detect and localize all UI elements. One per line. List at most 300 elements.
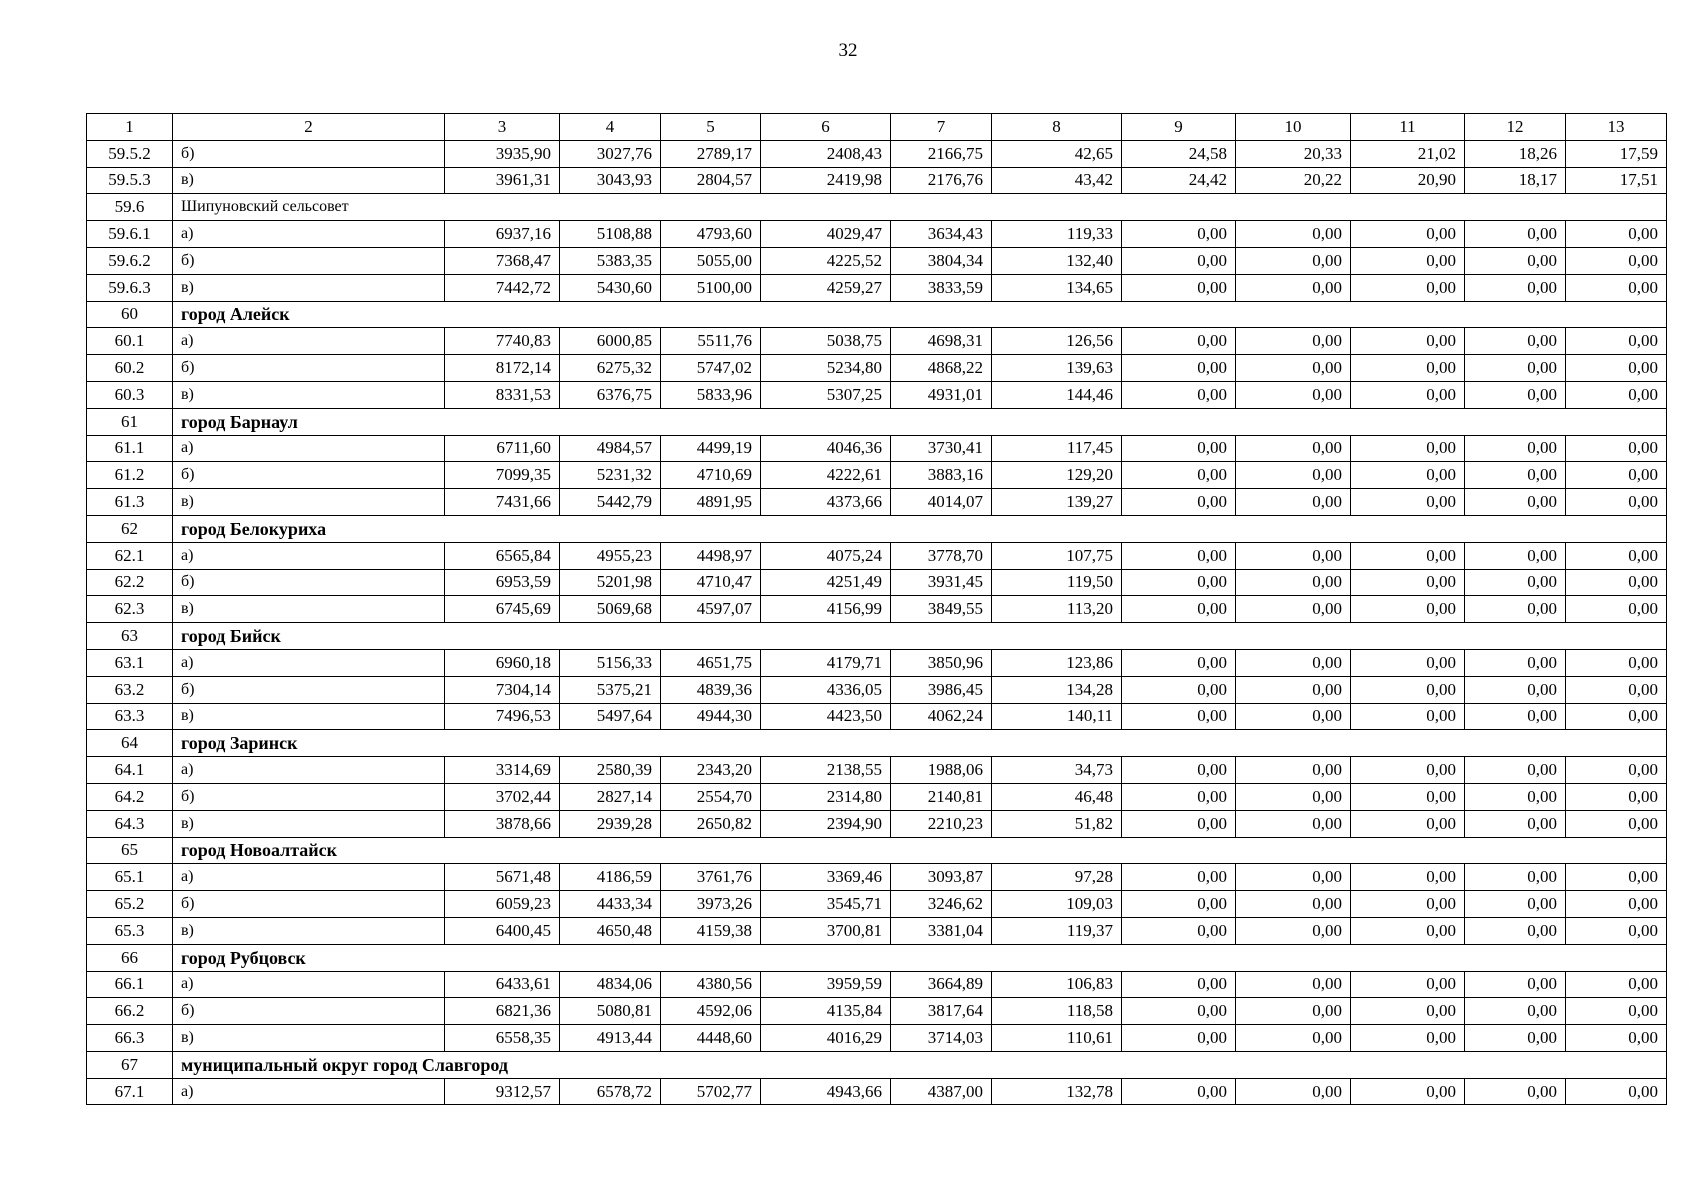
cell-col-11: 20,90 xyxy=(1351,167,1465,194)
table-row xyxy=(87,355,1667,382)
row-label: а) xyxy=(173,542,445,569)
cell-col-12: 0,00 xyxy=(1465,917,1566,944)
row-code: 62.2 xyxy=(87,569,173,596)
cell-col-4: 4984,57 xyxy=(560,435,661,462)
cell-col-5: 5702,77 xyxy=(661,1078,761,1105)
cell-col-4: 4834,06 xyxy=(560,971,661,998)
cell-col-9: 0,00 xyxy=(1122,971,1236,998)
table-row xyxy=(87,703,1667,730)
cell-col-11: 0,00 xyxy=(1351,542,1465,569)
row-label: б) xyxy=(173,462,445,489)
cell-col-4: 5156,33 xyxy=(560,649,661,676)
cell-col-9: 0,00 xyxy=(1122,489,1236,516)
cell-col-9: 0,00 xyxy=(1122,676,1236,703)
row-label: в) xyxy=(173,381,445,408)
cell-col-8: 118,58 xyxy=(992,998,1122,1025)
cell-col-4: 6376,75 xyxy=(560,381,661,408)
cell-col-7: 3246,62 xyxy=(891,891,992,918)
cell-col-7: 3093,87 xyxy=(891,864,992,891)
row-code: 64.3 xyxy=(87,810,173,837)
cell-col-4: 4955,23 xyxy=(560,542,661,569)
group-name: город Барнаул xyxy=(173,408,1667,435)
cell-col-12: 0,00 xyxy=(1465,462,1566,489)
cell-col-10: 0,00 xyxy=(1236,676,1351,703)
cell-col-3: 7496,53 xyxy=(445,703,560,730)
cell-col-5: 2650,82 xyxy=(661,810,761,837)
group-row xyxy=(87,194,1667,221)
cell-col-7: 3381,04 xyxy=(891,917,992,944)
cell-col-3: 6953,59 xyxy=(445,569,560,596)
column-header-13: 13 xyxy=(1566,114,1667,141)
column-header-9: 9 xyxy=(1122,114,1236,141)
cell-col-3: 6400,45 xyxy=(445,917,560,944)
cell-col-11: 0,00 xyxy=(1351,649,1465,676)
cell-col-5: 4498,97 xyxy=(661,542,761,569)
row-code: 61.1 xyxy=(87,435,173,462)
column-header-3: 3 xyxy=(445,114,560,141)
table-row xyxy=(87,864,1667,891)
group-row xyxy=(87,944,1667,971)
row-code: 66.3 xyxy=(87,1025,173,1052)
cell-col-7: 2166,75 xyxy=(891,140,992,167)
column-header-2: 2 xyxy=(173,114,445,141)
cell-col-8: 119,50 xyxy=(992,569,1122,596)
cell-col-13: 0,00 xyxy=(1566,462,1667,489)
row-code: 66 xyxy=(87,944,173,971)
cell-col-5: 3761,76 xyxy=(661,864,761,891)
group-row xyxy=(87,837,1667,864)
table-row xyxy=(87,1078,1667,1105)
cell-col-9: 0,00 xyxy=(1122,917,1236,944)
cell-col-13: 0,00 xyxy=(1566,221,1667,248)
row-code: 63.2 xyxy=(87,676,173,703)
cell-col-13: 0,00 xyxy=(1566,998,1667,1025)
row-code: 60.3 xyxy=(87,381,173,408)
cell-col-3: 8331,53 xyxy=(445,381,560,408)
cell-col-5: 2804,57 xyxy=(661,167,761,194)
data-table xyxy=(86,113,1667,1105)
cell-col-13: 0,00 xyxy=(1566,971,1667,998)
header-row xyxy=(87,114,1667,141)
cell-col-3: 7368,47 xyxy=(445,247,560,274)
cell-col-12: 0,00 xyxy=(1465,703,1566,730)
cell-col-9: 0,00 xyxy=(1122,542,1236,569)
cell-col-9: 0,00 xyxy=(1122,998,1236,1025)
cell-col-6: 5307,25 xyxy=(761,381,891,408)
row-code: 62 xyxy=(87,515,173,542)
cell-col-7: 4014,07 xyxy=(891,489,992,516)
cell-col-8: 119,37 xyxy=(992,917,1122,944)
cell-col-8: 139,63 xyxy=(992,355,1122,382)
cell-col-6: 3545,71 xyxy=(761,891,891,918)
cell-col-13: 0,00 xyxy=(1566,757,1667,784)
cell-col-13: 0,00 xyxy=(1566,783,1667,810)
cell-col-11: 0,00 xyxy=(1351,676,1465,703)
row-label: б) xyxy=(173,998,445,1025)
table-row xyxy=(87,274,1667,301)
cell-col-6: 3700,81 xyxy=(761,917,891,944)
cell-col-4: 5201,98 xyxy=(560,569,661,596)
cell-col-5: 4710,47 xyxy=(661,569,761,596)
cell-col-7: 4387,00 xyxy=(891,1078,992,1105)
cell-col-10: 0,00 xyxy=(1236,355,1351,382)
cell-col-8: 42,65 xyxy=(992,140,1122,167)
row-label: в) xyxy=(173,596,445,623)
cell-col-9: 0,00 xyxy=(1122,1025,1236,1052)
cell-col-10: 0,00 xyxy=(1236,247,1351,274)
cell-col-12: 18,26 xyxy=(1465,140,1566,167)
cell-col-6: 2314,80 xyxy=(761,783,891,810)
cell-col-11: 0,00 xyxy=(1351,462,1465,489)
cell-col-3: 6059,23 xyxy=(445,891,560,918)
column-header-12: 12 xyxy=(1465,114,1566,141)
cell-col-5: 2343,20 xyxy=(661,757,761,784)
cell-col-9: 0,00 xyxy=(1122,649,1236,676)
row-label: в) xyxy=(173,274,445,301)
cell-col-13: 17,51 xyxy=(1566,167,1667,194)
cell-col-11: 0,00 xyxy=(1351,971,1465,998)
cell-col-13: 0,00 xyxy=(1566,703,1667,730)
cell-col-10: 0,00 xyxy=(1236,435,1351,462)
cell-col-4: 4433,34 xyxy=(560,891,661,918)
cell-col-6: 5234,80 xyxy=(761,355,891,382)
cell-col-5: 2554,70 xyxy=(661,783,761,810)
cell-col-12: 0,00 xyxy=(1465,247,1566,274)
cell-col-9: 0,00 xyxy=(1122,435,1236,462)
cell-col-11: 0,00 xyxy=(1351,221,1465,248)
cell-col-3: 3935,90 xyxy=(445,140,560,167)
cell-col-5: 4597,07 xyxy=(661,596,761,623)
cell-col-8: 109,03 xyxy=(992,891,1122,918)
row-label: б) xyxy=(173,676,445,703)
cell-col-6: 3959,59 xyxy=(761,971,891,998)
group-row xyxy=(87,623,1667,650)
row-code: 62.1 xyxy=(87,542,173,569)
cell-col-6: 2419,98 xyxy=(761,167,891,194)
table-row xyxy=(87,998,1667,1025)
cell-col-10: 20,22 xyxy=(1236,167,1351,194)
cell-col-3: 5671,48 xyxy=(445,864,560,891)
group-name: город Алейск xyxy=(173,301,1667,328)
cell-col-11: 0,00 xyxy=(1351,783,1465,810)
cell-col-13: 0,00 xyxy=(1566,274,1667,301)
cell-col-13: 0,00 xyxy=(1566,1025,1667,1052)
cell-col-8: 106,83 xyxy=(992,971,1122,998)
cell-col-10: 0,00 xyxy=(1236,649,1351,676)
cell-col-7: 3730,41 xyxy=(891,435,992,462)
column-header-5: 5 xyxy=(661,114,761,141)
cell-col-8: 134,65 xyxy=(992,274,1122,301)
row-code: 65.1 xyxy=(87,864,173,891)
table-row xyxy=(87,596,1667,623)
row-code: 59.5.2 xyxy=(87,140,173,167)
cell-col-8: 51,82 xyxy=(992,810,1122,837)
cell-col-7: 3986,45 xyxy=(891,676,992,703)
cell-col-7: 3664,89 xyxy=(891,971,992,998)
cell-col-5: 4710,69 xyxy=(661,462,761,489)
row-code: 59.5.3 xyxy=(87,167,173,194)
cell-col-11: 0,00 xyxy=(1351,328,1465,355)
cell-col-11: 0,00 xyxy=(1351,435,1465,462)
table-row xyxy=(87,649,1667,676)
cell-col-7: 4062,24 xyxy=(891,703,992,730)
cell-col-10: 0,00 xyxy=(1236,221,1351,248)
cell-col-10: 20,33 xyxy=(1236,140,1351,167)
row-code: 59.6.1 xyxy=(87,221,173,248)
cell-col-6: 2394,90 xyxy=(761,810,891,837)
table-row xyxy=(87,810,1667,837)
cell-col-6: 3369,46 xyxy=(761,864,891,891)
cell-col-8: 140,11 xyxy=(992,703,1122,730)
group-row xyxy=(87,301,1667,328)
group-name: Шипуновский сельсовет xyxy=(173,194,1667,221)
page-number: 32 xyxy=(838,40,858,61)
cell-col-10: 0,00 xyxy=(1236,703,1351,730)
cell-col-3: 6821,36 xyxy=(445,998,560,1025)
cell-col-9: 0,00 xyxy=(1122,381,1236,408)
cell-col-12: 0,00 xyxy=(1465,489,1566,516)
cell-col-12: 0,00 xyxy=(1465,381,1566,408)
cell-col-6: 4259,27 xyxy=(761,274,891,301)
cell-col-5: 2789,17 xyxy=(661,140,761,167)
cell-col-10: 0,00 xyxy=(1236,542,1351,569)
cell-col-13: 0,00 xyxy=(1566,381,1667,408)
cell-col-11: 0,00 xyxy=(1351,891,1465,918)
cell-col-9: 24,58 xyxy=(1122,140,1236,167)
cell-col-6: 2408,43 xyxy=(761,140,891,167)
row-code: 61.2 xyxy=(87,462,173,489)
cell-col-8: 110,61 xyxy=(992,1025,1122,1052)
cell-col-12: 0,00 xyxy=(1465,864,1566,891)
cell-col-10: 0,00 xyxy=(1236,810,1351,837)
cell-col-9: 0,00 xyxy=(1122,703,1236,730)
group-name: муниципальный округ город Славгород xyxy=(173,1051,1667,1078)
cell-col-11: 0,00 xyxy=(1351,596,1465,623)
cell-col-11: 0,00 xyxy=(1351,381,1465,408)
cell-col-7: 3849,55 xyxy=(891,596,992,623)
table-row xyxy=(87,140,1667,167)
cell-col-9: 0,00 xyxy=(1122,1078,1236,1105)
cell-col-13: 0,00 xyxy=(1566,328,1667,355)
cell-col-3: 3702,44 xyxy=(445,783,560,810)
cell-col-4: 5430,60 xyxy=(560,274,661,301)
cell-col-10: 0,00 xyxy=(1236,274,1351,301)
row-code: 62.3 xyxy=(87,596,173,623)
cell-col-11: 0,00 xyxy=(1351,917,1465,944)
cell-col-12: 0,00 xyxy=(1465,998,1566,1025)
cell-col-7: 3778,70 xyxy=(891,542,992,569)
row-code: 63.1 xyxy=(87,649,173,676)
row-code: 61.3 xyxy=(87,489,173,516)
cell-col-9: 0,00 xyxy=(1122,247,1236,274)
cell-col-6: 4135,84 xyxy=(761,998,891,1025)
cell-col-7: 3804,34 xyxy=(891,247,992,274)
cell-col-8: 144,46 xyxy=(992,381,1122,408)
column-header-4: 4 xyxy=(560,114,661,141)
cell-col-4: 3027,76 xyxy=(560,140,661,167)
cell-col-10: 0,00 xyxy=(1236,998,1351,1025)
cell-col-11: 0,00 xyxy=(1351,569,1465,596)
column-header-8: 8 xyxy=(992,114,1122,141)
cell-col-5: 4944,30 xyxy=(661,703,761,730)
cell-col-6: 4373,66 xyxy=(761,489,891,516)
group-name: город Бийск xyxy=(173,623,1667,650)
cell-col-8: 117,45 xyxy=(992,435,1122,462)
cell-col-3: 7304,14 xyxy=(445,676,560,703)
cell-col-12: 0,00 xyxy=(1465,676,1566,703)
cell-col-5: 5055,00 xyxy=(661,247,761,274)
row-code: 63 xyxy=(87,623,173,650)
cell-col-4: 4186,59 xyxy=(560,864,661,891)
cell-col-12: 0,00 xyxy=(1465,542,1566,569)
cell-col-7: 3634,43 xyxy=(891,221,992,248)
cell-col-8: 126,56 xyxy=(992,328,1122,355)
cell-col-8: 43,42 xyxy=(992,167,1122,194)
cell-col-13: 0,00 xyxy=(1566,864,1667,891)
group-name: город Белокуриха xyxy=(173,515,1667,542)
cell-col-8: 113,20 xyxy=(992,596,1122,623)
cell-col-6: 4251,49 xyxy=(761,569,891,596)
cell-col-13: 0,00 xyxy=(1566,247,1667,274)
table-row xyxy=(87,435,1667,462)
cell-col-6: 4029,47 xyxy=(761,221,891,248)
table-row xyxy=(87,462,1667,489)
group-row xyxy=(87,515,1667,542)
cell-col-3: 6565,84 xyxy=(445,542,560,569)
cell-col-6: 5038,75 xyxy=(761,328,891,355)
table-row xyxy=(87,676,1667,703)
column-header-1: 1 xyxy=(87,114,173,141)
cell-col-6: 4222,61 xyxy=(761,462,891,489)
cell-col-8: 97,28 xyxy=(992,864,1122,891)
row-label: в) xyxy=(173,810,445,837)
cell-col-5: 5100,00 xyxy=(661,274,761,301)
row-code: 67.1 xyxy=(87,1078,173,1105)
cell-col-10: 0,00 xyxy=(1236,489,1351,516)
row-label: б) xyxy=(173,247,445,274)
cell-col-3: 7431,66 xyxy=(445,489,560,516)
row-code: 65 xyxy=(87,837,173,864)
row-label: а) xyxy=(173,971,445,998)
cell-col-8: 139,27 xyxy=(992,489,1122,516)
table-body xyxy=(87,140,1667,1105)
cell-col-9: 0,00 xyxy=(1122,328,1236,355)
cell-col-3: 3878,66 xyxy=(445,810,560,837)
cell-col-12: 0,00 xyxy=(1465,971,1566,998)
cell-col-7: 3883,16 xyxy=(891,462,992,489)
cell-col-8: 107,75 xyxy=(992,542,1122,569)
column-header-7: 7 xyxy=(891,114,992,141)
cell-col-13: 0,00 xyxy=(1566,489,1667,516)
cell-col-12: 0,00 xyxy=(1465,757,1566,784)
cell-col-12: 0,00 xyxy=(1465,783,1566,810)
row-label: в) xyxy=(173,703,445,730)
table-row xyxy=(87,167,1667,194)
table-row xyxy=(87,569,1667,596)
cell-col-10: 0,00 xyxy=(1236,569,1351,596)
cell-col-8: 134,28 xyxy=(992,676,1122,703)
row-code: 60.1 xyxy=(87,328,173,355)
cell-col-4: 5497,64 xyxy=(560,703,661,730)
cell-col-10: 0,00 xyxy=(1236,783,1351,810)
row-label: б) xyxy=(173,891,445,918)
row-code: 67 xyxy=(87,1051,173,1078)
cell-col-13: 0,00 xyxy=(1566,917,1667,944)
cell-col-8: 129,20 xyxy=(992,462,1122,489)
group-name: город Новоалтайск xyxy=(173,837,1667,864)
cell-col-9: 0,00 xyxy=(1122,596,1236,623)
cell-col-11: 0,00 xyxy=(1351,355,1465,382)
cell-col-6: 4156,99 xyxy=(761,596,891,623)
cell-col-5: 4159,38 xyxy=(661,917,761,944)
cell-col-8: 123,86 xyxy=(992,649,1122,676)
cell-col-13: 0,00 xyxy=(1566,435,1667,462)
cell-col-11: 21,02 xyxy=(1351,140,1465,167)
cell-col-6: 4075,24 xyxy=(761,542,891,569)
row-label: б) xyxy=(173,355,445,382)
row-label: а) xyxy=(173,649,445,676)
cell-col-12: 0,00 xyxy=(1465,891,1566,918)
cell-col-4: 6578,72 xyxy=(560,1078,661,1105)
cell-col-12: 0,00 xyxy=(1465,355,1566,382)
row-code: 63.3 xyxy=(87,703,173,730)
cell-col-7: 3931,45 xyxy=(891,569,992,596)
row-label: а) xyxy=(173,435,445,462)
cell-col-9: 0,00 xyxy=(1122,864,1236,891)
cell-col-7: 4698,31 xyxy=(891,328,992,355)
cell-col-10: 0,00 xyxy=(1236,971,1351,998)
cell-col-9: 0,00 xyxy=(1122,274,1236,301)
cell-col-13: 0,00 xyxy=(1566,569,1667,596)
cell-col-13: 0,00 xyxy=(1566,355,1667,382)
row-label: в) xyxy=(173,1025,445,1052)
cell-col-12: 0,00 xyxy=(1465,596,1566,623)
row-code: 59.6 xyxy=(87,194,173,221)
cell-col-10: 0,00 xyxy=(1236,328,1351,355)
cell-col-11: 0,00 xyxy=(1351,274,1465,301)
cell-col-3: 6745,69 xyxy=(445,596,560,623)
cell-col-7: 2210,23 xyxy=(891,810,992,837)
cell-col-13: 0,00 xyxy=(1566,596,1667,623)
cell-col-9: 0,00 xyxy=(1122,810,1236,837)
cell-col-6: 4336,05 xyxy=(761,676,891,703)
cell-col-7: 4868,22 xyxy=(891,355,992,382)
row-code: 66.2 xyxy=(87,998,173,1025)
cell-col-6: 4179,71 xyxy=(761,649,891,676)
row-label: б) xyxy=(173,140,445,167)
cell-col-12: 0,00 xyxy=(1465,221,1566,248)
group-name: город Заринск xyxy=(173,730,1667,757)
table-row xyxy=(87,328,1667,355)
cell-col-3: 6558,35 xyxy=(445,1025,560,1052)
cell-col-5: 4448,60 xyxy=(661,1025,761,1052)
cell-col-13: 0,00 xyxy=(1566,649,1667,676)
column-header-10: 10 xyxy=(1236,114,1351,141)
row-code: 64.2 xyxy=(87,783,173,810)
cell-col-4: 3043,93 xyxy=(560,167,661,194)
cell-col-12: 0,00 xyxy=(1465,274,1566,301)
row-code: 60.2 xyxy=(87,355,173,382)
column-header-11: 11 xyxy=(1351,114,1465,141)
cell-col-8: 34,73 xyxy=(992,757,1122,784)
cell-col-3: 9312,57 xyxy=(445,1078,560,1105)
cell-col-7: 3850,96 xyxy=(891,649,992,676)
cell-col-3: 3961,31 xyxy=(445,167,560,194)
cell-col-7: 2176,76 xyxy=(891,167,992,194)
cell-col-13: 0,00 xyxy=(1566,810,1667,837)
cell-col-5: 4839,36 xyxy=(661,676,761,703)
cell-col-8: 46,48 xyxy=(992,783,1122,810)
